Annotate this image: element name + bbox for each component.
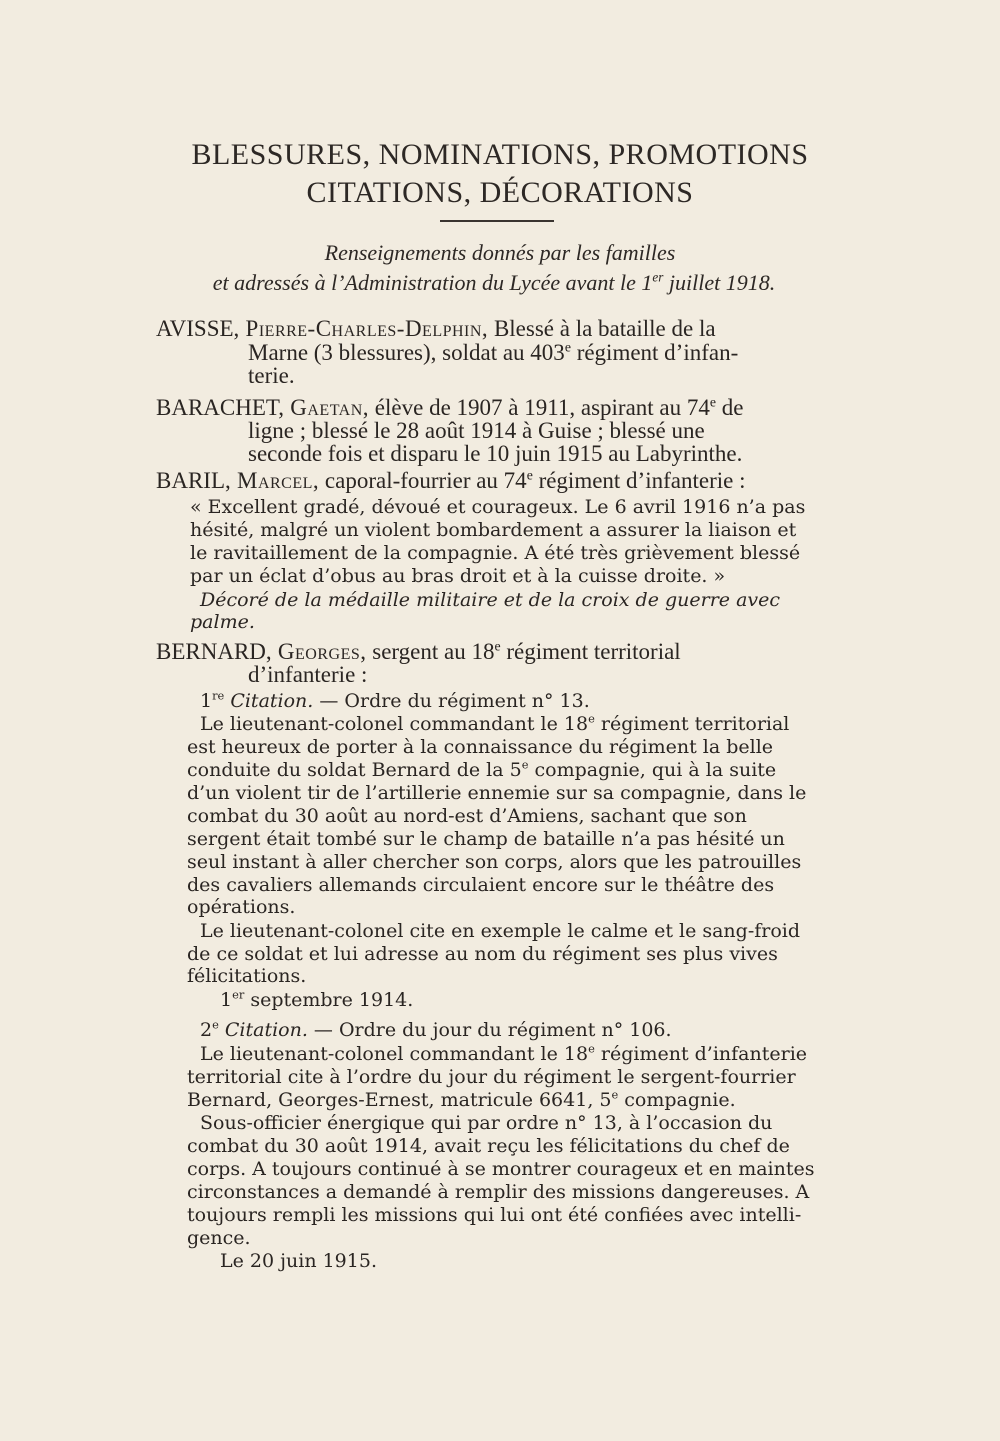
citation1-line9: opérations. bbox=[187, 896, 296, 918]
citation1-line10: Le lieutenant-colonel cite en exemple le calme et le sang-froid bbox=[200, 920, 801, 942]
entry-baril-line2: « Excellent gradé, dévoué et courageux. Le 6 avril 1916 n’a pas bbox=[190, 496, 806, 518]
page-title-line1: BLESSURES, NOMINATIONS, PROMOTIONS bbox=[191, 138, 809, 171]
citation2-line6: corps. A toujours continué à se montrer courageux et en maintes bbox=[187, 1158, 815, 1180]
citation2-date: Le 20 juin 1915. bbox=[220, 1250, 377, 1272]
citation1-line2: est heureux de porter à la connaissance du régiment la belle bbox=[187, 736, 774, 758]
entry-baril-line3: hésité, malgré un violent bombardement a assurer la liaison et bbox=[190, 519, 797, 541]
entry-avisse-line2: Marne (3 blessures), soldat au 403e régiment d’infan- bbox=[248, 339, 739, 365]
citation2-heading: 2e Citation. — Ordre du jour du régiment n° 106. bbox=[200, 1017, 672, 1041]
citation2-line7: circonstances a demandé à remplir des missions dangereuses. A bbox=[187, 1181, 810, 1203]
citation2-line1: Le lieutenant-colonel commandant le 18e régiment d’infanterie bbox=[200, 1041, 808, 1065]
citation1-line5: combat du 30 août au nord-est d’Amiens, sachant que son bbox=[187, 805, 747, 827]
entry-bernard-line2: d’infanterie : bbox=[248, 662, 368, 687]
citation2-line4: Sous-officier énergique qui par ordre n° 13, à l’occasion du bbox=[200, 1112, 773, 1134]
entry-baril-line5: par un éclat d’obus au bras droit et à la cuisse droite. » bbox=[190, 565, 726, 587]
title-divider bbox=[440, 220, 554, 222]
entry-baril-line1: BARIL, Marcel, caporal-fourrier au 74e régiment d’infanterie : bbox=[156, 467, 746, 493]
entry-baril-line4: le ravitaillement de la compagnie. A été très grièvement blessé bbox=[190, 542, 801, 564]
citation1-line7: seul instant à aller chercher son corps, alors que les patrouilles bbox=[187, 851, 802, 873]
citation1-line12: félicitations. bbox=[187, 965, 307, 987]
citation1-line8: des cavaliers allemands circulaient encore sur le théâtre des bbox=[187, 874, 775, 896]
entry-avisse-line3: terie. bbox=[248, 363, 295, 388]
citation2-line9: gence. bbox=[187, 1227, 251, 1249]
intro-line2: et adressés à l’Administration du Lycée avant le 1er juillet 1918. bbox=[212, 269, 776, 295]
citation1-date: 1er septembre 1914. bbox=[220, 987, 414, 1011]
citation1-line11: de ce soldat et lui adresse au nom du régiment ses plus vives bbox=[187, 943, 778, 965]
page-title-line2: CITATIONS, DÉCORATIONS bbox=[306, 176, 694, 209]
intro-line1: Renseignements donnés par les familles bbox=[324, 240, 676, 265]
entry-baril-decoration-line1: Décoré de la médaille militaire et de la croix de guerre avec bbox=[200, 589, 781, 611]
entry-avisse-line1: AVISSE, Pierre-Charles-Delphin, Blessé à la bataille de la bbox=[156, 316, 716, 341]
citation1-line3: conduite du soldat Bernard de la 5e compagnie, qui à la suite bbox=[187, 757, 777, 781]
citation2-line5: combat du 30 août 1914, avait reçu les félicitations du chef de bbox=[187, 1135, 790, 1157]
citation1-line1: Le lieutenant-colonel commandant le 18e régiment territorial bbox=[200, 711, 790, 735]
entry-barachet-line2: ligne ; blessé le 28 août 1914 à Guise ; blessé une bbox=[248, 418, 705, 443]
entry-baril-decoration-line2: palme. bbox=[190, 611, 255, 633]
citation1-line4: d’un violent tir de l’artillerie ennemie sur sa compagnie, dans le bbox=[187, 782, 807, 804]
citation1-line6: sergent était tombé sur le champ de bataille n’a pas hésité un bbox=[187, 828, 785, 850]
entry-barachet-line3: seconde fois et disparu le 10 juin 1915 au Labyrinthe. bbox=[248, 441, 743, 466]
entry-bernard-line1: BERNARD, Georges, sergent au 18e régiment territorial bbox=[156, 638, 681, 664]
entry-barachet-line1: BARACHET, Gaetan, élève de 1907 à 1911, aspirant au 74e de bbox=[156, 394, 744, 420]
citation1-heading: 1re Citation. — Ordre du régiment n° 13. bbox=[200, 688, 590, 712]
citation2-line8: toujours rempli les missions qui lui ont été confiées avec intelli- bbox=[187, 1204, 802, 1226]
citation2-line3: Bernard, Georges-Ernest, matricule 6641, 5e compagnie. bbox=[187, 1087, 736, 1111]
citation2-line2: territorial cite à l’ordre du jour du régiment le sergent-fourrier bbox=[187, 1066, 796, 1088]
